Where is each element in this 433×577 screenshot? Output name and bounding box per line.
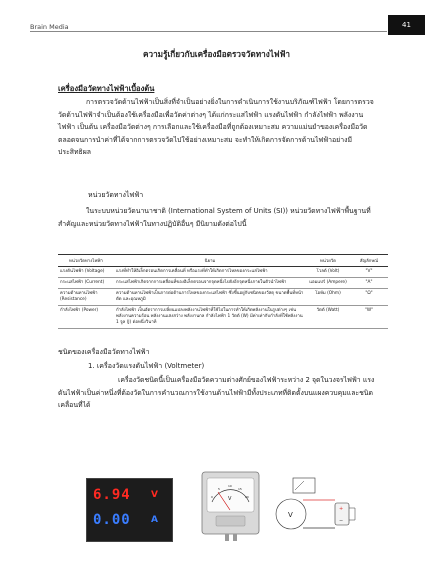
header-brand: Brain Media — [30, 23, 69, 31]
analog-scale-3: 15 — [238, 487, 242, 491]
diagram-meter-label: V — [288, 511, 293, 519]
cell-symbol: "W" — [350, 306, 388, 329]
analog-scale-1: 5 — [218, 487, 220, 491]
page-title: ความรู้เกี่ยวกับเครื่องมือตรวจวัดทางไฟฟ้า — [143, 49, 290, 59]
cell-unit: แอมแปร์ (Ampere) — [306, 278, 350, 289]
section-paragraph — [58, 96, 376, 159]
analog-unit: V — [228, 496, 232, 502]
cell-unit: โอห์ม (Ohm) — [306, 289, 350, 306]
units-paragraph-text: ในระบบหน่วยวัดนานาชาติ (International System of Units (SI)) หน่วยวัดทางไฟฟ้าพื้นฐานที่สำคัญและหน่วยวัดทางไฟฟ้าในทางปฏิบัติอื่นๆ มีนิยามดังต่อไปนี้ — [58, 207, 371, 228]
analog-scale-4: 20 — [245, 495, 249, 499]
table-row — [58, 306, 388, 329]
table-row — [58, 289, 388, 306]
digital-current-readout: 0.00 — [93, 512, 131, 528]
digital-current-unit: A — [151, 515, 158, 525]
cell-unit: วัตต์ (Watt) — [306, 306, 350, 329]
page-number: 41 — [402, 21, 411, 29]
units-paragraph — [58, 205, 376, 230]
digital-voltage-unit: V — [151, 490, 158, 500]
section-heading: เครื่องมือวัดทางไฟฟ้าเบื้องต้น — [58, 84, 155, 93]
header-definition: นิยาม — [114, 255, 306, 267]
diagram-minus-label: − — [339, 518, 344, 524]
voltmeter-circuit-diagram — [275, 470, 359, 545]
cell-definition: กำลังไฟฟ้า เป็นอัตราการเปลี่ยนแปลงพลังงานไฟฟ้าที่ใช้ไปในการทำให้เกิดพลังงานในรูปต่างๆ เช่น พลังงานความร้อน พลังงานแสงสว่าง พลังงานกล กำลังไฟฟ้า 1 วัตต์ (W) มีค่าเท่ากับกำลังที่ใช้พลังงาน 1 จูล (J) ต่อหนึ่งวินาที — [114, 306, 306, 329]
header-symbol: สัญลักษณ์ — [350, 255, 388, 267]
voltmeter-paragraph-text: เครื่องวัดชนิดนี้เป็นเครื่องมือวัดความต่างศักย์ของไฟฟ้าระหว่าง 2 จุดในวงจรไฟฟ้า แรงดันไฟฟ้าเป็นค่าหนึ่งที่ต้องวัดในการคำนวณการใช้งานด้านไฟฟ้ามีทั้งประเภทที่ติดตั้งบนแผงควบคุมและชนิดเคลื่อนที่ได้ — [58, 376, 375, 409]
cell-definition: กระแสไฟฟ้าเกิดจากการเคลื่อนที่ของอิเล็กตรอนจากจุดหนึ่งไปยังอีกจุดหนึ่งภายในตัวนำไฟฟ้า — [114, 278, 306, 289]
header-unit: หน่วยวัด — [306, 255, 350, 267]
digital-voltage-readout: 6.94 — [93, 487, 131, 503]
units-table-header — [58, 255, 388, 267]
units-subheading: หน่วยวัดทางไฟฟ้า — [88, 191, 144, 199]
voltmeter-item-title: 1. เครื่องวัดแรงดันไฟฟ้า (Voltmeter) — [88, 362, 205, 370]
cell-symbol: "Ω" — [350, 289, 388, 306]
analog-voltmeter-image — [198, 470, 263, 542]
page-number-box — [388, 15, 425, 35]
types-heading: ชนิดของเครื่องมือวัดทางไฟฟ้า — [58, 348, 150, 356]
digital-meter-image — [86, 478, 173, 542]
cell-quantity: แรงดันไฟฟ้า (Voltage) — [58, 267, 114, 278]
diagram-plus-label: + — [339, 506, 344, 512]
cell-quantity: กำลังไฟฟ้า (Power) — [58, 306, 114, 329]
analog-scale-0: 0 — [211, 495, 213, 499]
header-rule — [30, 31, 387, 32]
cell-definition: แรงที่ทำให้อิเล็กตรอนเกิดการเคลื่อนที่ หรือแรงที่ทำให้เกิดการไหลของกระแสไฟฟ้า — [114, 267, 306, 278]
header-quantity: หน่วยวัดทางไฟฟ้า — [58, 255, 114, 267]
analog-scale-2: 10 — [228, 484, 232, 488]
table-row — [58, 278, 388, 289]
table-row — [58, 267, 388, 278]
units-table — [58, 254, 388, 329]
voltmeter-paragraph — [58, 374, 383, 412]
cell-quantity: กระแสไฟฟ้า (Current) — [58, 278, 114, 289]
cell-definition: ความต้านทานไฟฟ้าเป็นการต่อต้านการไหลของกระแสไฟฟ้า ซึ่งขึ้นอยู่กับชนิดของวัสดุ ขนาดพื้นที่หน้าตัด และอุณหภูมิ — [114, 289, 306, 306]
cell-symbol: "V" — [350, 267, 388, 278]
cell-unit: โวลต์ (Volt) — [306, 267, 350, 278]
section-paragraph-text: การตรวจวัดด้านไฟฟ้าเป็นสิ่งที่จำเป็นอย่างยิ่งในการดำเนินการใช้งานบริภัณฑ์ไฟฟ้า โดยการตรวจวัดด้านไฟฟ้าจำเป็นต้องใช้เครื่องมือเพื่อวัดค่าต่างๆ ได้แก่กระแสไฟฟ้า แรงดันไฟฟ้า กำลังไฟฟ้า พลังงานไฟฟ้า เป็นต้น เครื่องมือวัดต่างๆ การเลือกและใช้เครื่องมือที่ถูกต้องเหมาะสม ความแม่นยำของเครื่องมือวัด ตลอดจนการนำค่าที่ได้จากการตรวจวัดไปใช้อย่างเหมาะสม จะทำให้เกิดการจัดการด้านไฟฟ้าอย่างมีประสิทธิผล — [58, 98, 374, 156]
cell-symbol: "A" — [350, 278, 388, 289]
cell-quantity: ความต้านทานไฟฟ้า (Resistance) — [58, 289, 114, 306]
